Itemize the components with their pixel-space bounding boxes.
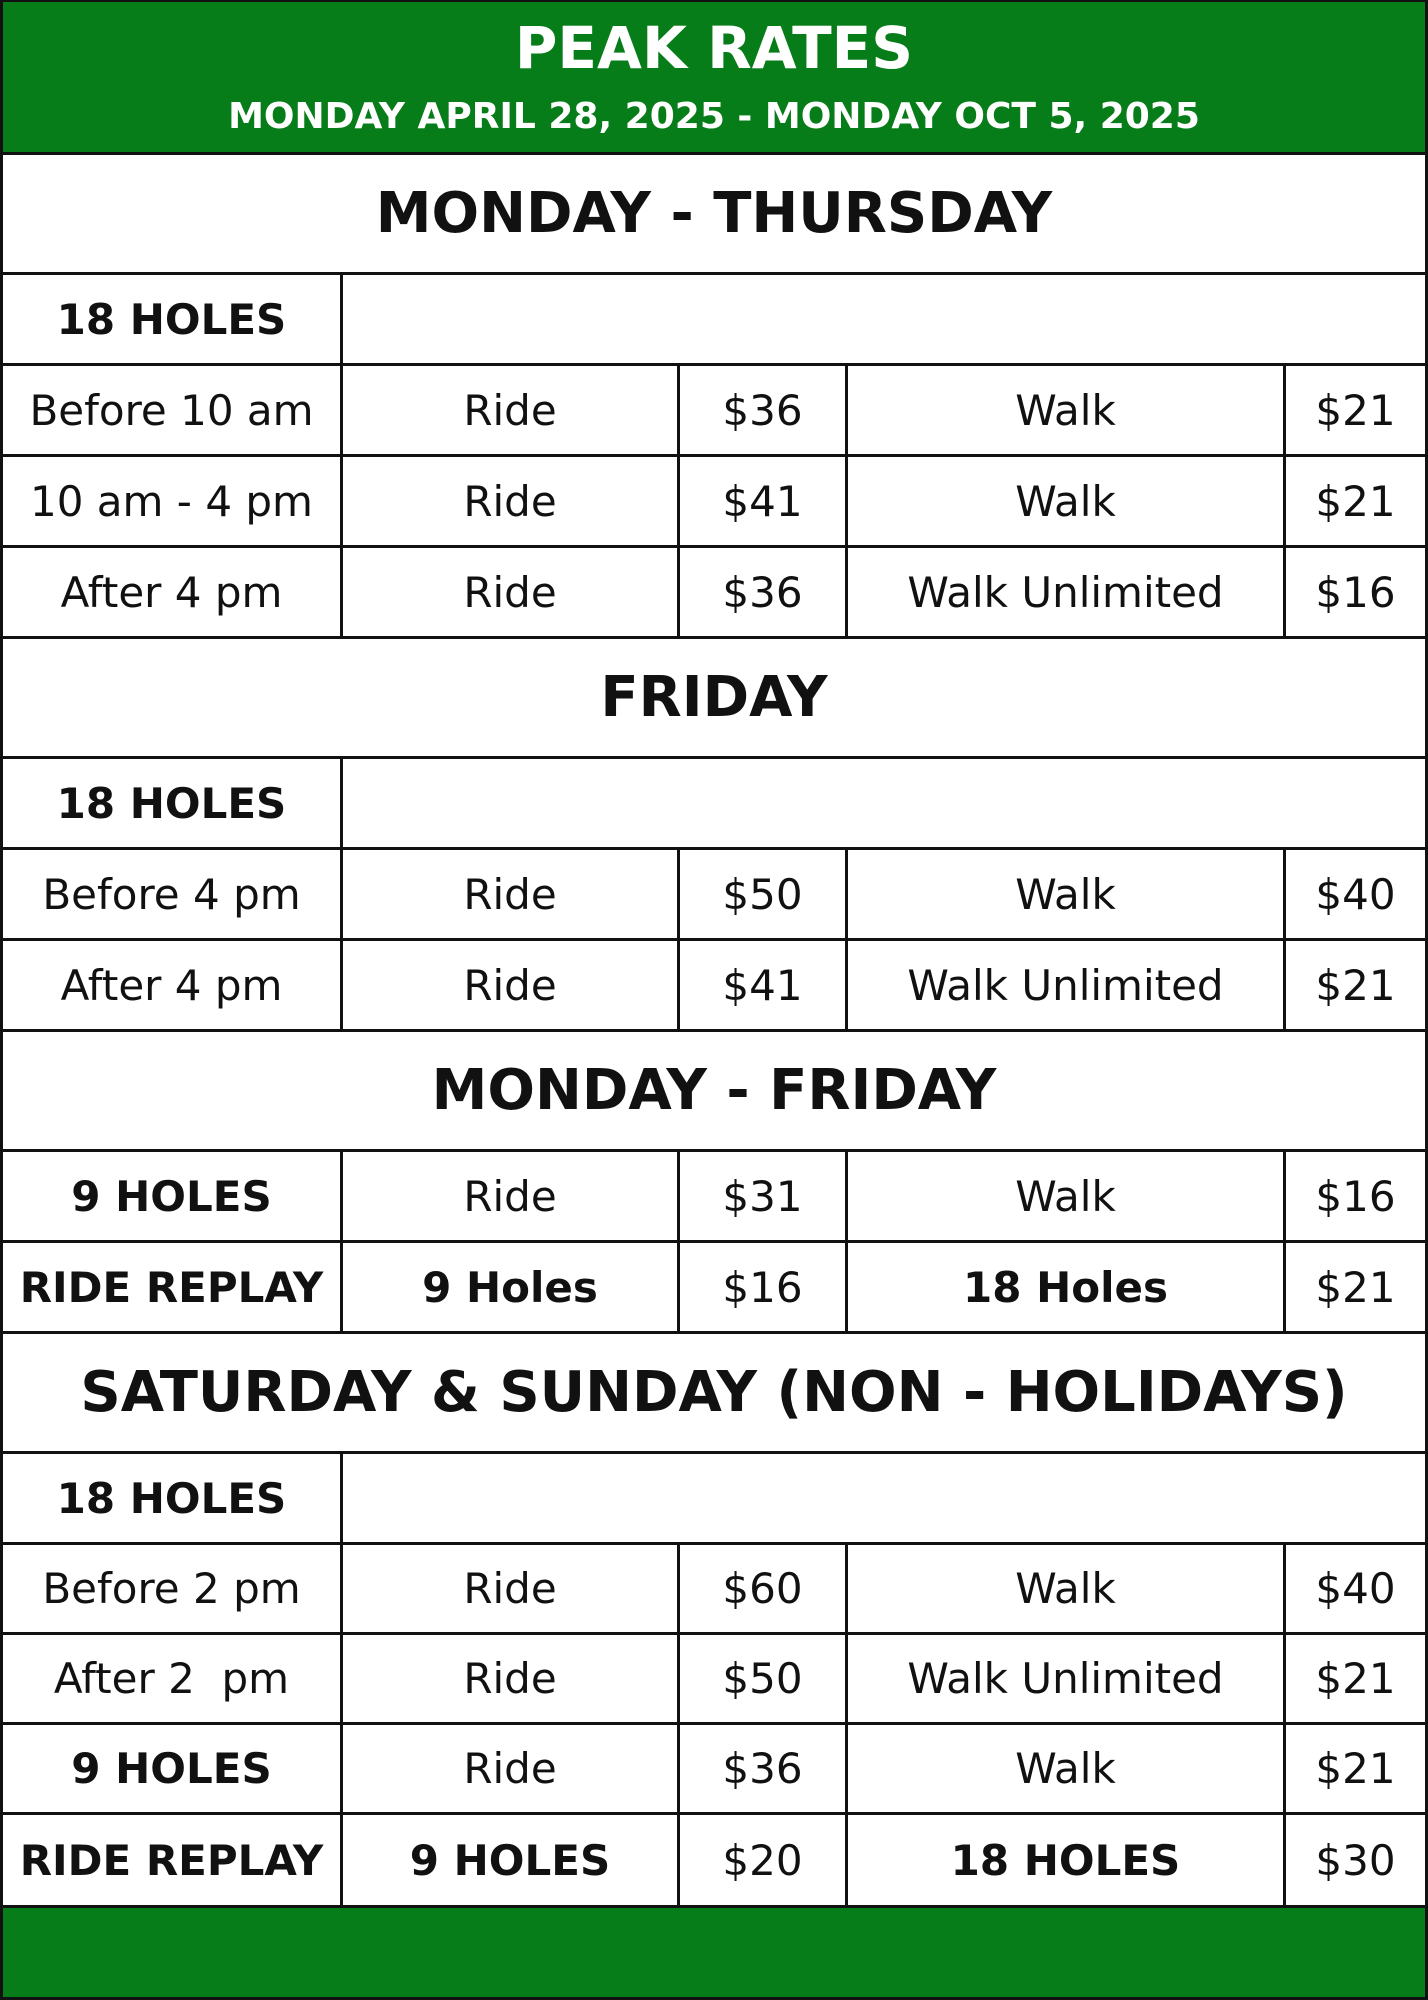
table-row	[3, 1152, 1425, 1243]
option-cell: Ride	[343, 366, 680, 454]
time-cell: After 4 pm	[3, 548, 343, 636]
time-cell: Before 10 am	[3, 366, 343, 454]
date-range: MONDAY APRIL 28, 2025 - MONDAY OCT 5, 2025	[228, 96, 1200, 137]
price-cell: $31	[680, 1152, 848, 1240]
option-cell: Ride	[343, 548, 680, 636]
table-row	[3, 1243, 1425, 1334]
option-cell: Walk Unlimited	[848, 1635, 1286, 1722]
group-row	[3, 275, 1425, 366]
option-cell: Walk	[848, 850, 1286, 938]
option-cell: Walk Unlimited	[848, 548, 1286, 636]
option-cell: Walk Unlimited	[848, 941, 1286, 1029]
option-cell: Walk	[848, 1152, 1286, 1240]
price-cell: $16	[1315, 567, 1396, 617]
price-cell: $21	[1315, 1744, 1396, 1793]
price-cell: $60	[680, 1545, 848, 1632]
price-cell: $16	[1315, 1171, 1396, 1221]
group-spacer	[343, 1454, 1425, 1542]
table-row	[3, 1725, 1425, 1815]
option-cell: 18 Holes	[848, 1243, 1286, 1331]
price-cell: $41	[680, 457, 848, 545]
option-cell: 18 HOLES	[848, 1815, 1286, 1905]
table-row	[3, 548, 1425, 639]
group-row	[3, 759, 1425, 850]
table-row	[3, 457, 1425, 548]
option-cell: Walk	[848, 366, 1286, 454]
price-cell: $50	[680, 1635, 848, 1722]
price-cell: $20	[680, 1815, 848, 1905]
table-row	[3, 850, 1425, 941]
time-cell: After 2 pm	[3, 1635, 343, 1722]
header-banner	[3, 2, 1425, 155]
option-cell: Ride	[343, 1725, 680, 1812]
price-cell: $30	[1315, 1835, 1396, 1885]
option-cell: Walk	[848, 1725, 1286, 1812]
page-title: PEAK RATES	[514, 14, 914, 82]
price-cell: $40	[1315, 1564, 1396, 1613]
group-spacer	[343, 275, 1425, 363]
price-cell: $21	[1315, 1654, 1396, 1703]
table-row	[3, 1815, 1425, 1905]
time-cell: RIDE REPLAY	[3, 1243, 343, 1331]
option-cell: Ride	[343, 941, 680, 1029]
group-spacer	[343, 759, 1425, 847]
price-cell: $21	[1315, 385, 1396, 435]
option-cell: Walk	[848, 457, 1286, 545]
footer-banner	[3, 1905, 1425, 1997]
time-cell: Before 2 pm	[3, 1545, 343, 1632]
time-cell: 9 HOLES	[3, 1152, 343, 1240]
group-label: 18 HOLES	[3, 759, 343, 847]
price-cell: $16	[680, 1243, 848, 1331]
group-row	[3, 1454, 1425, 1545]
section-title-weekend: SATURDAY & SUNDAY (NON - HOLIDAYS)	[3, 1334, 1425, 1454]
price-cell: $36	[680, 548, 848, 636]
price-cell: $50	[680, 850, 848, 938]
option-cell: Ride	[343, 1635, 680, 1722]
time-cell: RIDE REPLAY	[3, 1815, 343, 1905]
option-cell: Walk	[848, 1545, 1286, 1632]
price-cell: $40	[1315, 869, 1396, 919]
time-cell: 10 am - 4 pm	[3, 457, 343, 545]
time-cell: 9 HOLES	[3, 1725, 343, 1812]
price-cell: $21	[1315, 960, 1396, 1010]
option-cell: Ride	[343, 1545, 680, 1632]
section-title-mon-thu: MONDAY - THURSDAY	[3, 155, 1425, 275]
option-cell: Ride	[343, 1152, 680, 1240]
option-cell: Ride	[343, 850, 680, 938]
section-title-friday: FRIDAY	[3, 639, 1425, 759]
price-cell: $36	[680, 1725, 848, 1812]
time-cell: Before 4 pm	[3, 850, 343, 938]
table-row	[3, 941, 1425, 1032]
price-cell: $21	[1315, 1262, 1396, 1312]
price-cell: $36	[680, 366, 848, 454]
price-cell: $21	[1315, 476, 1396, 526]
table-row	[3, 1635, 1425, 1725]
table-row	[3, 366, 1425, 457]
section-title-mon-fri: MONDAY - FRIDAY	[3, 1032, 1425, 1152]
price-cell: $41	[680, 941, 848, 1029]
option-cell: 9 Holes	[343, 1243, 680, 1331]
option-cell: Ride	[343, 457, 680, 545]
group-label: 18 HOLES	[3, 1454, 343, 1542]
option-cell: 9 HOLES	[343, 1815, 680, 1905]
table-row	[3, 1545, 1425, 1635]
time-cell: After 4 pm	[3, 941, 343, 1029]
group-label: 18 HOLES	[3, 275, 343, 363]
